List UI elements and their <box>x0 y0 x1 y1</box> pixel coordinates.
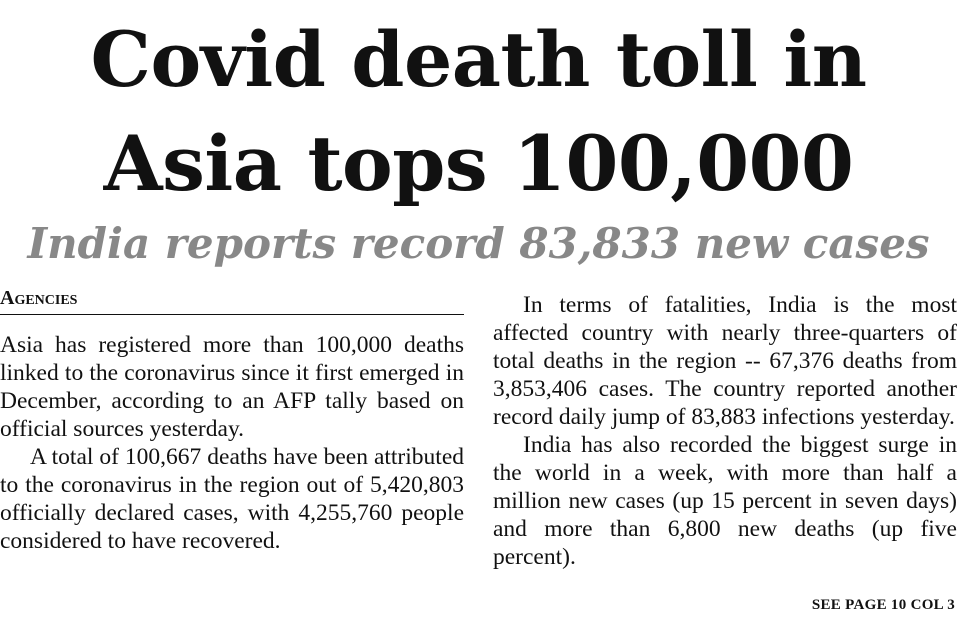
article-column-right <box>493 291 957 571</box>
headline <box>0 8 957 216</box>
paragraph-3: In terms of fatalities, India is the most affected country with nearly three-quarters of total deaths in the region -- 67,376 deaths from 3,853,406 cases. The country reported another record daily jump of 83,883 infections yesterday. <box>493 292 957 430</box>
paragraph-1: Asia has registered more than 100,000 deaths linked to the coronavirus since it first emerged in December, according to an AFP tally based on official sources yesterday. <box>0 332 464 442</box>
headline-line-1: Covid death toll in <box>90 15 867 104</box>
continued-on-page-link: SEE PAGE 10 COL 3 <box>811 597 955 613</box>
byline: Agencies <box>0 284 464 315</box>
paragraph-4: India has also recorded the biggest surge in the world in a week, with more than half a million new cases (up 15 percent in seven days) and more than 6,800 new deaths (up five percent). <box>493 432 957 570</box>
article-column-left <box>0 284 464 555</box>
paragraph-2: A total of 100,667 deaths have been attributed to the coronavirus in the region out of 5,420,803 officially declared cases, with 4,255,760 people considered to have recovered. <box>0 444 464 554</box>
subheadline: India reports record 83,833 new cases <box>27 219 930 268</box>
headline-line-2: Asia tops 100,000 <box>103 119 854 208</box>
